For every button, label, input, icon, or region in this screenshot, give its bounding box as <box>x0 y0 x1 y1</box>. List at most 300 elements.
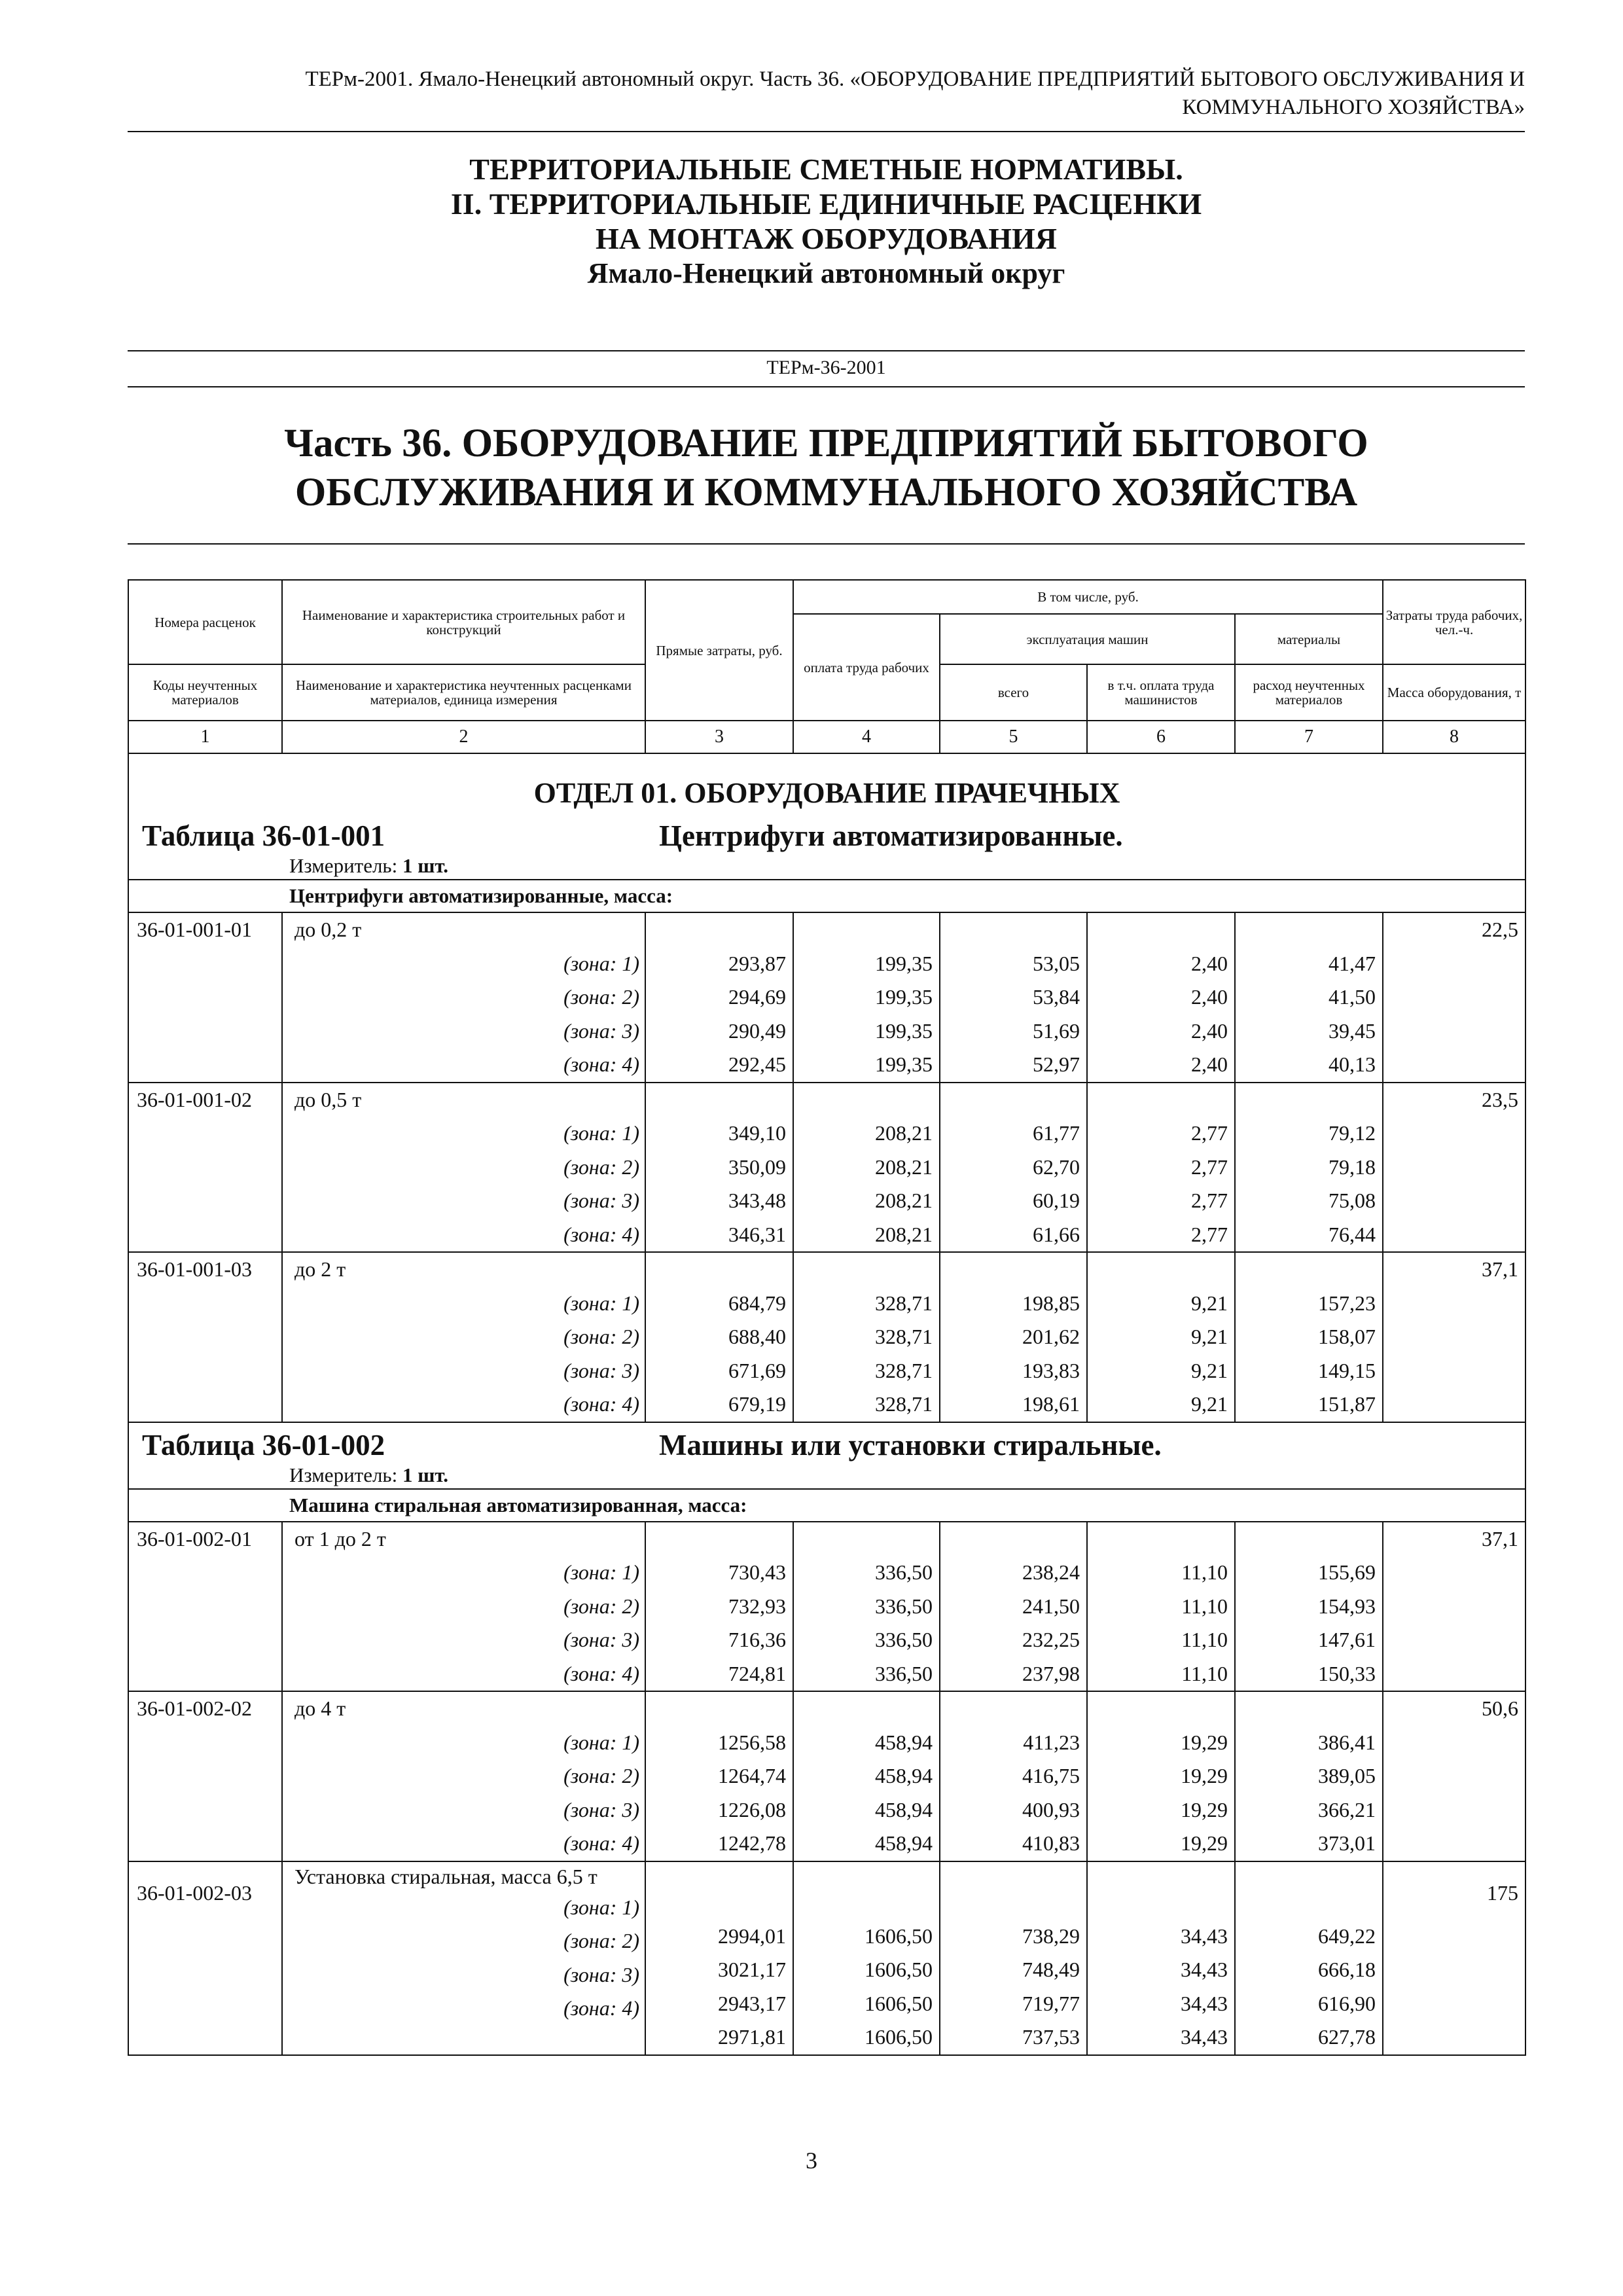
value-spacer <box>1236 1692 1376 1726</box>
cost-value: 198,85 <box>1022 1291 1080 1315</box>
cost-value: 1606,50 <box>865 1991 933 2015</box>
cost-value: 34,43 <box>1181 1991 1228 2015</box>
cost-value: 19,29 <box>1181 1730 1228 1754</box>
value-cell <box>793 1861 940 2055</box>
cost-value: 51,69 <box>1033 1018 1080 1043</box>
rate-code-cell <box>128 912 282 1083</box>
value-spacer <box>1236 1522 1376 1556</box>
table-heading <box>128 1422 1525 1462</box>
zone-label: (зона: 3) <box>563 1189 639 1212</box>
measure-value: 1 шт. <box>402 1463 449 1486</box>
rates-table <box>128 579 1526 2056</box>
labor-cell <box>1383 1522 1525 1692</box>
zone-label: (зона: 1) <box>563 951 639 975</box>
value-cell <box>645 1252 793 1422</box>
value-spacer <box>940 1083 1080 1117</box>
cost-value: 19,29 <box>1181 1797 1228 1821</box>
cost-value: 199,35 <box>875 1018 933 1043</box>
zone-label: (зона: 3) <box>563 1358 639 1382</box>
cost-value: 292,45 <box>728 1052 786 1076</box>
value-spacer <box>794 1862 933 1920</box>
labor-value: 22,5 <box>1482 918 1519 941</box>
zone-label: (зона: 3) <box>563 1018 639 1043</box>
labor-cell <box>1383 1083 1525 1253</box>
group-heading: Машина стиральная автоматизированная, масса: <box>128 1489 1525 1522</box>
zone-label: (зона: 3) <box>563 1628 639 1651</box>
cost-value: 343,48 <box>728 1189 786 1212</box>
rate-code-cell <box>128 1522 282 1692</box>
value-spacer <box>1236 1862 1376 1920</box>
header-rule <box>128 131 1525 132</box>
cost-value: 294,69 <box>728 985 786 1009</box>
cost-value: 336,50 <box>875 1560 933 1584</box>
part-title-line: Часть 36. ОБОРУДОВАНИЕ ПРЕДПРИЯТИЙ БЫТОВОГО <box>284 422 1368 465</box>
table-row <box>128 1522 1525 1692</box>
measure-unit <box>128 1462 1525 1489</box>
value-spacer <box>1236 913 1376 947</box>
labor-value: 37,1 <box>1482 1526 1519 1551</box>
cost-value: 627,78 <box>1318 2025 1376 2049</box>
cost-value: 232,25 <box>1022 1628 1080 1651</box>
cost-value: 1606,50 <box>865 2025 933 2049</box>
value-cell <box>1235 912 1383 1083</box>
value-cell <box>940 1691 1087 1861</box>
cost-value: 151,87 <box>1318 1392 1376 1416</box>
cost-value: 389,05 <box>1318 1764 1376 1787</box>
cost-value: 237,98 <box>1022 1661 1080 1685</box>
value-spacer <box>1088 1692 1228 1726</box>
cost-value: 11,10 <box>1181 1594 1228 1618</box>
cost-value: 241,50 <box>1022 1594 1080 1618</box>
value-cell <box>940 1861 1087 2055</box>
cost-value: 61,66 <box>1033 1222 1080 1246</box>
title-line: II. ТЕРРИТОРИАЛЬНЫЕ ЕДИНИЧНЫЕ РАСЦЕНКИ <box>450 187 1202 221</box>
cost-value: 34,43 <box>1181 1924 1228 1948</box>
cost-value: 738,29 <box>1022 1924 1080 1948</box>
header-machine-operation: эксплуатация машин <box>940 614 1235 664</box>
zone-label: (зона: 1) <box>563 1121 639 1145</box>
part-title <box>128 419 1525 517</box>
value-cell <box>793 1252 940 1422</box>
cost-value: 410,83 <box>1022 1831 1080 1855</box>
zone-label: (зона: 4) <box>563 1052 639 1076</box>
part-title-line: ОБСЛУЖИВАНИЯ И КОММУНАЛЬНОГО ХОЗЯЙСТВА <box>294 471 1358 514</box>
cost-value: 1226,08 <box>718 1797 786 1821</box>
table-row <box>128 912 1525 1083</box>
column-number: 8 <box>1383 721 1525 753</box>
table-row <box>128 1861 1525 2055</box>
cost-value: 716,36 <box>728 1628 786 1651</box>
value-spacer <box>646 1083 786 1117</box>
header-labor-costs: Затраты труда рабочих, чел.-ч. <box>1383 580 1525 664</box>
value-cell <box>793 1691 940 1861</box>
cost-value: 19,29 <box>1181 1764 1228 1787</box>
rate-code: 36-01-001-01 <box>137 918 252 941</box>
rate-code-cell <box>128 1691 282 1861</box>
measure-label: Измеритель: <box>289 854 398 877</box>
cost-value: 34,43 <box>1181 1958 1228 1981</box>
cost-value: 2,77 <box>1191 1222 1228 1246</box>
value-cell <box>1235 1522 1383 1692</box>
column-number: 6 <box>1087 721 1235 753</box>
cost-value: 328,71 <box>875 1291 933 1315</box>
table-row <box>128 1083 1525 1253</box>
value-cell <box>940 912 1087 1083</box>
cost-value: 158,07 <box>1318 1325 1376 1348</box>
code-rule-bottom <box>128 386 1525 387</box>
value-spacer <box>794 1522 933 1556</box>
cost-value: 336,50 <box>875 1661 933 1685</box>
cost-value: 2994,01 <box>718 1924 786 1948</box>
rate-code: 36-01-002-02 <box>137 1696 252 1720</box>
zone-label: (зона: 2) <box>563 1325 639 1348</box>
labor-value: 37,1 <box>1482 1257 1519 1281</box>
cost-value: 157,23 <box>1318 1291 1376 1315</box>
cost-value: 328,71 <box>875 1392 933 1416</box>
work-name: до 0,2 т <box>294 918 362 941</box>
cost-value: 373,01 <box>1318 1831 1376 1855</box>
group-heading: Центрифуги автоматизированные, масса: <box>128 880 1525 912</box>
table-title: Машины или установки стиральные. <box>659 1428 1162 1462</box>
rate-code: 36-01-001-02 <box>137 1087 252 1111</box>
cost-value: 366,21 <box>1318 1797 1376 1821</box>
cost-value: 671,69 <box>728 1358 786 1382</box>
cost-value: 2,40 <box>1191 1052 1228 1076</box>
running-header-line: ТЕРм-2001. Ямало-Ненецкий автономный округ. Часть 36. «ОБОРУДОВАНИЕ ПРЕДПРИЯТИЙ БЫТОВОГО ОБСЛУЖИВАНИЯ И <box>305 67 1525 91</box>
rate-code: 36-01-002-01 <box>137 1526 252 1551</box>
cost-value: 411,23 <box>1023 1730 1080 1754</box>
measure-label: Измеритель: <box>289 1463 398 1486</box>
cost-value: 737,53 <box>1022 2025 1080 2049</box>
value-cell <box>793 1083 940 1253</box>
cost-value: 11,10 <box>1181 1628 1228 1651</box>
table-heading <box>128 814 1525 853</box>
cost-value: 328,71 <box>875 1358 933 1382</box>
header-material-codes: Коды неучтенных материалов <box>128 664 282 721</box>
part-rule <box>128 543 1525 545</box>
cost-value: 2971,81 <box>718 2025 786 2049</box>
value-spacer <box>646 1692 786 1726</box>
cost-value: 2943,17 <box>718 1991 786 2015</box>
zone-label: (зона: 4) <box>563 1831 639 1855</box>
measure-unit <box>128 853 1525 880</box>
value-cell <box>793 912 940 1083</box>
cost-value: 719,77 <box>1022 1991 1080 2015</box>
column-number: 2 <box>282 721 645 753</box>
cost-value: 2,77 <box>1191 1121 1228 1145</box>
title-line: Ямало-Ненецкий автономный округ <box>587 257 1065 289</box>
cost-value: 2,40 <box>1191 985 1228 1009</box>
value-cell <box>793 1522 940 1692</box>
zone-label: (зона: 4) <box>563 1996 639 2020</box>
document-title <box>128 152 1525 291</box>
cost-value: 208,21 <box>875 1222 933 1246</box>
rate-code-cell <box>128 1861 282 2055</box>
work-name: до 4 т <box>294 1696 346 1720</box>
value-cell <box>940 1083 1087 1253</box>
value-cell <box>1235 1252 1383 1422</box>
cost-value: 149,15 <box>1318 1358 1376 1382</box>
work-name-cell <box>282 1522 645 1692</box>
header-including: В том числе, руб. <box>793 580 1383 614</box>
value-cell <box>1087 1252 1235 1422</box>
value-cell <box>645 1861 793 2055</box>
cost-value: 458,94 <box>875 1730 933 1754</box>
cost-value: 238,24 <box>1022 1560 1080 1584</box>
cost-value: 79,12 <box>1329 1121 1376 1145</box>
value-spacer <box>1088 913 1228 947</box>
labor-value: 23,5 <box>1482 1087 1519 1111</box>
zone-label: (зона: 4) <box>563 1222 639 1246</box>
code-rule-top <box>128 350 1525 351</box>
work-name: до 0,5 т <box>294 1087 362 1111</box>
cost-value: 2,40 <box>1191 951 1228 975</box>
cost-value: 201,62 <box>1022 1325 1080 1348</box>
value-spacer <box>646 1253 786 1287</box>
cost-value: 679,19 <box>728 1392 786 1416</box>
value-cell <box>1087 912 1235 1083</box>
value-cell <box>1235 1861 1383 2055</box>
cost-value: 2,77 <box>1191 1189 1228 1212</box>
value-spacer <box>940 1522 1080 1556</box>
cost-value: 616,90 <box>1318 1991 1376 2015</box>
section-heading: ОТДЕЛ 01. ОБОРУДОВАНИЕ ПРАЧЕЧНЫХ <box>128 753 1525 814</box>
column-number: 3 <box>645 721 793 753</box>
header-equipment-mass: Масса оборудования, т <box>1383 664 1525 721</box>
value-cell <box>1235 1083 1383 1253</box>
labor-value: 175 <box>1487 1880 1519 1905</box>
header-work-name: Наименование и характеристика строительных работ и конструкций <box>282 580 645 664</box>
zone-label: (зона: 2) <box>563 1594 639 1618</box>
zone-label: (зона: 2) <box>563 985 639 1009</box>
running-header <box>128 65 1525 122</box>
cost-value: 3021,17 <box>718 1958 786 1981</box>
zone-label: (зона: 3) <box>563 1797 639 1821</box>
cost-value: 9,21 <box>1191 1392 1228 1416</box>
title-line: НА МОНТАЖ ОБОРУДОВАНИЯ <box>595 222 1057 255</box>
value-spacer <box>646 1862 786 1920</box>
cost-value: 147,61 <box>1318 1628 1376 1651</box>
work-name-cell <box>282 1083 645 1253</box>
value-cell <box>645 912 793 1083</box>
running-header-line: КОММУНАЛЬНОГО ХОЗЯЙСТВА» <box>1182 96 1525 119</box>
work-name-cell <box>282 912 645 1083</box>
cost-value: 199,35 <box>875 951 933 975</box>
cost-value: 2,77 <box>1191 1155 1228 1179</box>
value-cell <box>645 1691 793 1861</box>
work-name: до 2 т <box>294 1257 346 1281</box>
cost-value: 290,49 <box>728 1018 786 1043</box>
cost-value: 748,49 <box>1022 1958 1080 1981</box>
cost-value: 458,94 <box>875 1797 933 1821</box>
cost-value: 9,21 <box>1191 1291 1228 1315</box>
work-name-cell <box>282 1252 645 1422</box>
cost-value: 400,93 <box>1022 1797 1080 1821</box>
cost-value: 1606,50 <box>865 1958 933 1981</box>
cost-value: 2,40 <box>1191 1018 1228 1043</box>
cost-value: 11,10 <box>1181 1560 1228 1584</box>
value-spacer <box>1236 1253 1376 1287</box>
cost-value: 76,44 <box>1329 1222 1376 1246</box>
zone-label: (зона: 2) <box>563 1764 639 1787</box>
zone-label: (зона: 1) <box>563 1560 639 1584</box>
cost-value: 336,50 <box>875 1594 933 1618</box>
cost-value: 40,13 <box>1329 1052 1376 1076</box>
value-cell <box>940 1522 1087 1692</box>
work-name-cell <box>282 1861 645 2055</box>
value-spacer <box>940 1692 1080 1726</box>
cost-value: 75,08 <box>1329 1189 1376 1212</box>
header-material-consumption: расход неучтенных материалов <box>1235 664 1383 721</box>
value-spacer <box>794 1692 933 1726</box>
cost-value: 41,47 <box>1329 951 1376 975</box>
cost-value: 52,97 <box>1033 1052 1080 1076</box>
cost-value: 193,83 <box>1022 1358 1080 1382</box>
cost-value: 11,10 <box>1181 1661 1228 1685</box>
header-machine-total: всего <box>940 664 1087 721</box>
zone-label: (зона: 1) <box>563 1895 639 1919</box>
value-spacer <box>646 1522 786 1556</box>
cost-value: 336,50 <box>875 1628 933 1651</box>
title-line: ТЕРРИТОРИАЛЬНЫЕ СМЕТНЫЕ НОРМАТИВЫ. <box>469 152 1183 186</box>
work-name: от 1 до 2 т <box>294 1526 386 1551</box>
cost-value: 208,21 <box>875 1121 933 1145</box>
cost-value: 732,93 <box>728 1594 786 1618</box>
cost-value: 293,87 <box>728 951 786 975</box>
cost-value: 666,18 <box>1318 1958 1376 1981</box>
cost-value: 34,43 <box>1181 2025 1228 2049</box>
table-title: Центрифуги автоматизированные. <box>659 819 1123 852</box>
cost-value: 1264,74 <box>718 1764 786 1787</box>
cost-value: 154,93 <box>1318 1594 1376 1618</box>
cost-value: 9,21 <box>1191 1325 1228 1348</box>
cost-value: 1256,58 <box>718 1730 786 1754</box>
cost-value: 19,29 <box>1181 1831 1228 1855</box>
table-label: Таблица 36-01-002 <box>142 1428 385 1462</box>
zone-label: (зона: 2) <box>563 1155 639 1179</box>
document-code: ТЕРм-36-2001 <box>766 357 886 378</box>
zone-label: (зона: 1) <box>563 1730 639 1754</box>
work-name: Установка стиральная, масса 6,5 т <box>294 1864 597 1888</box>
cost-value: 458,94 <box>875 1764 933 1787</box>
value-spacer <box>940 1862 1080 1920</box>
cost-value: 41,50 <box>1329 985 1376 1009</box>
cost-value: 724,81 <box>728 1661 786 1685</box>
column-number: 1 <box>128 721 282 753</box>
cost-value: 684,79 <box>728 1291 786 1315</box>
rate-code: 36-01-001-03 <box>137 1257 252 1281</box>
value-spacer <box>1236 1083 1376 1117</box>
zone-label: (зона: 4) <box>563 1392 639 1416</box>
cost-value: 350,09 <box>728 1155 786 1179</box>
value-cell <box>1087 1861 1235 2055</box>
cost-value: 688,40 <box>728 1325 786 1348</box>
value-cell <box>1087 1522 1235 1692</box>
zone-label: (зона: 2) <box>563 1929 639 1952</box>
labor-cell <box>1383 912 1525 1083</box>
cost-value: 39,45 <box>1329 1018 1376 1043</box>
labor-cell <box>1383 1252 1525 1422</box>
labor-value: 50,6 <box>1482 1696 1519 1720</box>
cost-value: 150,33 <box>1318 1661 1376 1685</box>
work-name-cell <box>282 1691 645 1861</box>
cost-value: 328,71 <box>875 1325 933 1348</box>
cost-value: 199,35 <box>875 1052 933 1076</box>
value-spacer <box>1088 1253 1228 1287</box>
page-number: 3 <box>806 2147 817 2174</box>
cost-value: 349,10 <box>728 1121 786 1145</box>
value-spacer <box>1088 1083 1228 1117</box>
table-label: Таблица 36-01-001 <box>142 819 385 852</box>
column-number: 7 <box>1235 721 1383 753</box>
value-spacer <box>794 1083 933 1117</box>
value-spacer <box>794 1253 933 1287</box>
value-spacer <box>794 913 933 947</box>
cost-value: 62,70 <box>1033 1155 1080 1179</box>
column-number: 5 <box>940 721 1087 753</box>
column-number: 4 <box>793 721 940 753</box>
value-cell <box>645 1522 793 1692</box>
value-cell <box>940 1252 1087 1422</box>
cost-value: 53,05 <box>1033 951 1080 975</box>
value-cell <box>1087 1083 1235 1253</box>
table-row <box>128 1252 1525 1422</box>
cost-value: 458,94 <box>875 1831 933 1855</box>
cost-value: 155,69 <box>1318 1560 1376 1584</box>
value-spacer <box>1088 1862 1228 1920</box>
cost-value: 9,21 <box>1191 1358 1228 1382</box>
value-spacer <box>940 913 1080 947</box>
cost-value: 386,41 <box>1318 1730 1376 1754</box>
cost-value: 60,19 <box>1033 1189 1080 1212</box>
cost-value: 649,22 <box>1318 1924 1376 1948</box>
labor-cell <box>1383 1691 1525 1861</box>
zone-label: (зона: 1) <box>563 1291 639 1315</box>
header-direct-costs: Прямые затраты, руб. <box>645 580 793 721</box>
measure-value: 1 шт. <box>402 854 449 877</box>
cost-value: 416,75 <box>1022 1764 1080 1787</box>
rate-code: 36-01-002-03 <box>137 1880 252 1905</box>
cost-value: 730,43 <box>728 1560 786 1584</box>
value-spacer <box>1088 1522 1228 1556</box>
value-cell <box>1087 1691 1235 1861</box>
cost-value: 53,84 <box>1033 985 1080 1009</box>
value-cell <box>645 1083 793 1253</box>
cost-value: 1242,78 <box>718 1831 786 1855</box>
value-spacer <box>940 1253 1080 1287</box>
cost-value: 346,31 <box>728 1222 786 1246</box>
labor-cell <box>1383 1861 1525 2055</box>
rate-code-cell <box>128 1083 282 1253</box>
value-cell <box>1235 1691 1383 1861</box>
cost-value: 79,18 <box>1329 1155 1376 1179</box>
cost-value: 208,21 <box>875 1189 933 1212</box>
value-spacer <box>646 913 786 947</box>
header-operator-wages: в т.ч. оплата труда машинистов <box>1087 664 1235 721</box>
header-material-name: Наименование и характеристика неучтенных расценками материалов, единица измерения <box>282 664 645 721</box>
cost-value: 61,77 <box>1033 1121 1080 1145</box>
cost-value: 208,21 <box>875 1155 933 1179</box>
cost-value: 199,35 <box>875 985 933 1009</box>
table-row <box>128 1691 1525 1861</box>
cost-value: 1606,50 <box>865 1924 933 1948</box>
zone-label: (зона: 3) <box>563 1962 639 1986</box>
header-materials: материалы <box>1235 614 1383 664</box>
rate-code-cell <box>128 1252 282 1422</box>
header-wages: оплата труда рабочих <box>793 614 940 721</box>
header-rate-numbers: Номера расценок <box>128 580 282 664</box>
cost-value: 198,61 <box>1022 1392 1080 1416</box>
